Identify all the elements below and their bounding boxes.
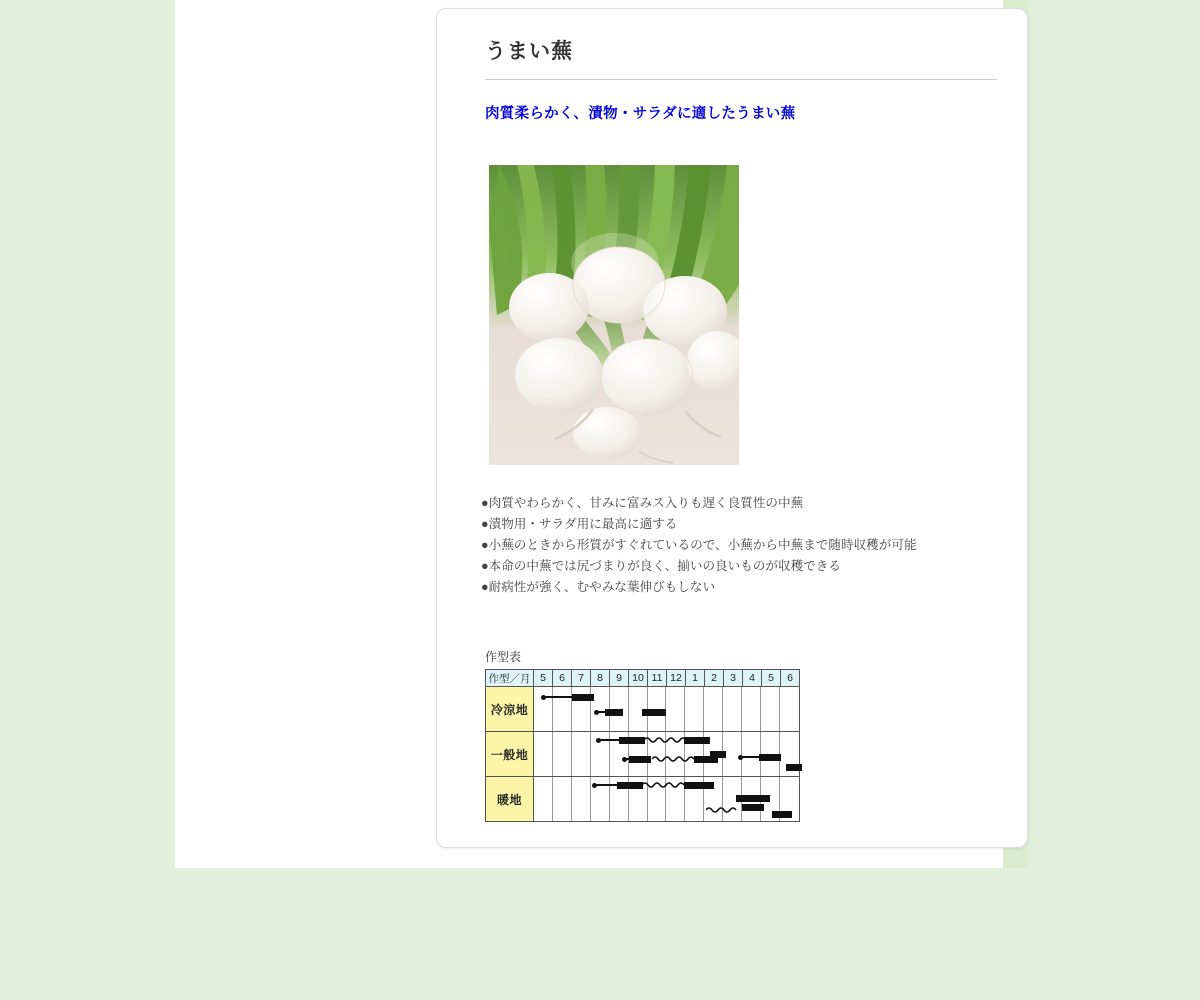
harvest-bar [619,737,645,744]
month-header: 4 [743,670,762,687]
harvest-bar [617,782,643,789]
harvest-bar [759,754,781,761]
month-header: 3 [724,670,743,687]
table-corner-header: 作型／月 [486,670,534,687]
product-photo [489,165,739,465]
harvest-bar [605,709,623,716]
page-subtitle: 肉質柔らかく、漬物・サラダに適したうまい蕪 [485,106,796,122]
month-header: 11 [648,670,667,687]
table-header-row [486,670,800,687]
region-label-warm: 暖地 [486,777,534,822]
list-item: ●本命の中蕪では尻づまりが良く、揃いの良いものが収穫できる [481,559,841,573]
list-item: ●肉質やわらかく、甘みに富みス入りも遅く良質性の中蕪 [481,496,804,510]
feature-bullet-list [481,493,997,598]
month-header: 5 [534,670,553,687]
content-card [436,8,1028,848]
region-label-general: 一般地 [486,732,534,777]
overwinter-wave [644,735,686,743]
table-row [486,777,800,822]
overwinter-wave [706,805,738,813]
list-item: ●漬物用・サラダ用に最高に適する [481,517,678,531]
list-item: ●耐病性が強く、むやみな葉伸びもしない [481,580,716,594]
list-item: ●小蕪のときから形質がすぐれているので、小蕪から中蕪まで随時収穫が可能 [481,538,917,552]
harvest-bar [736,795,770,802]
month-header: 6 [553,670,572,687]
turnip-photo-illustration [489,165,739,465]
harvest-bar [694,756,718,763]
harvest-bar [684,737,710,744]
schedule-table-caption: 作型表 [485,650,522,664]
month-header: 9 [610,670,629,687]
growth-line [599,739,621,741]
region-label-cool: 冷涼地 [486,687,534,732]
harvest-bar [772,811,792,818]
harvest-bar [642,709,666,716]
month-header: 8 [591,670,610,687]
month-header: 10 [629,670,648,687]
harvest-bar [572,694,594,701]
month-header: 12 [667,670,686,687]
harvest-bar [786,764,802,771]
cropping-schedule-table [485,669,800,822]
growth-line [544,696,574,698]
schedule-lane-warm [534,777,800,822]
month-header: 7 [572,670,591,687]
overwinter-wave [652,754,696,762]
growth-line [741,756,761,758]
harvest-bar [684,782,714,789]
schedule-lane-cool [534,687,800,732]
month-header: 2 [705,670,724,687]
page-title: うまい蕪 [485,35,997,80]
growth-line [595,784,619,786]
overwinter-wave [642,780,688,788]
month-header: 1 [686,670,705,687]
month-header: 5 [762,670,781,687]
harvest-bar [742,804,764,811]
month-header: 6 [781,670,800,687]
harvest-bar [629,756,651,763]
table-row [486,732,800,777]
table-row [486,687,800,732]
schedule-lane-general [534,732,800,777]
